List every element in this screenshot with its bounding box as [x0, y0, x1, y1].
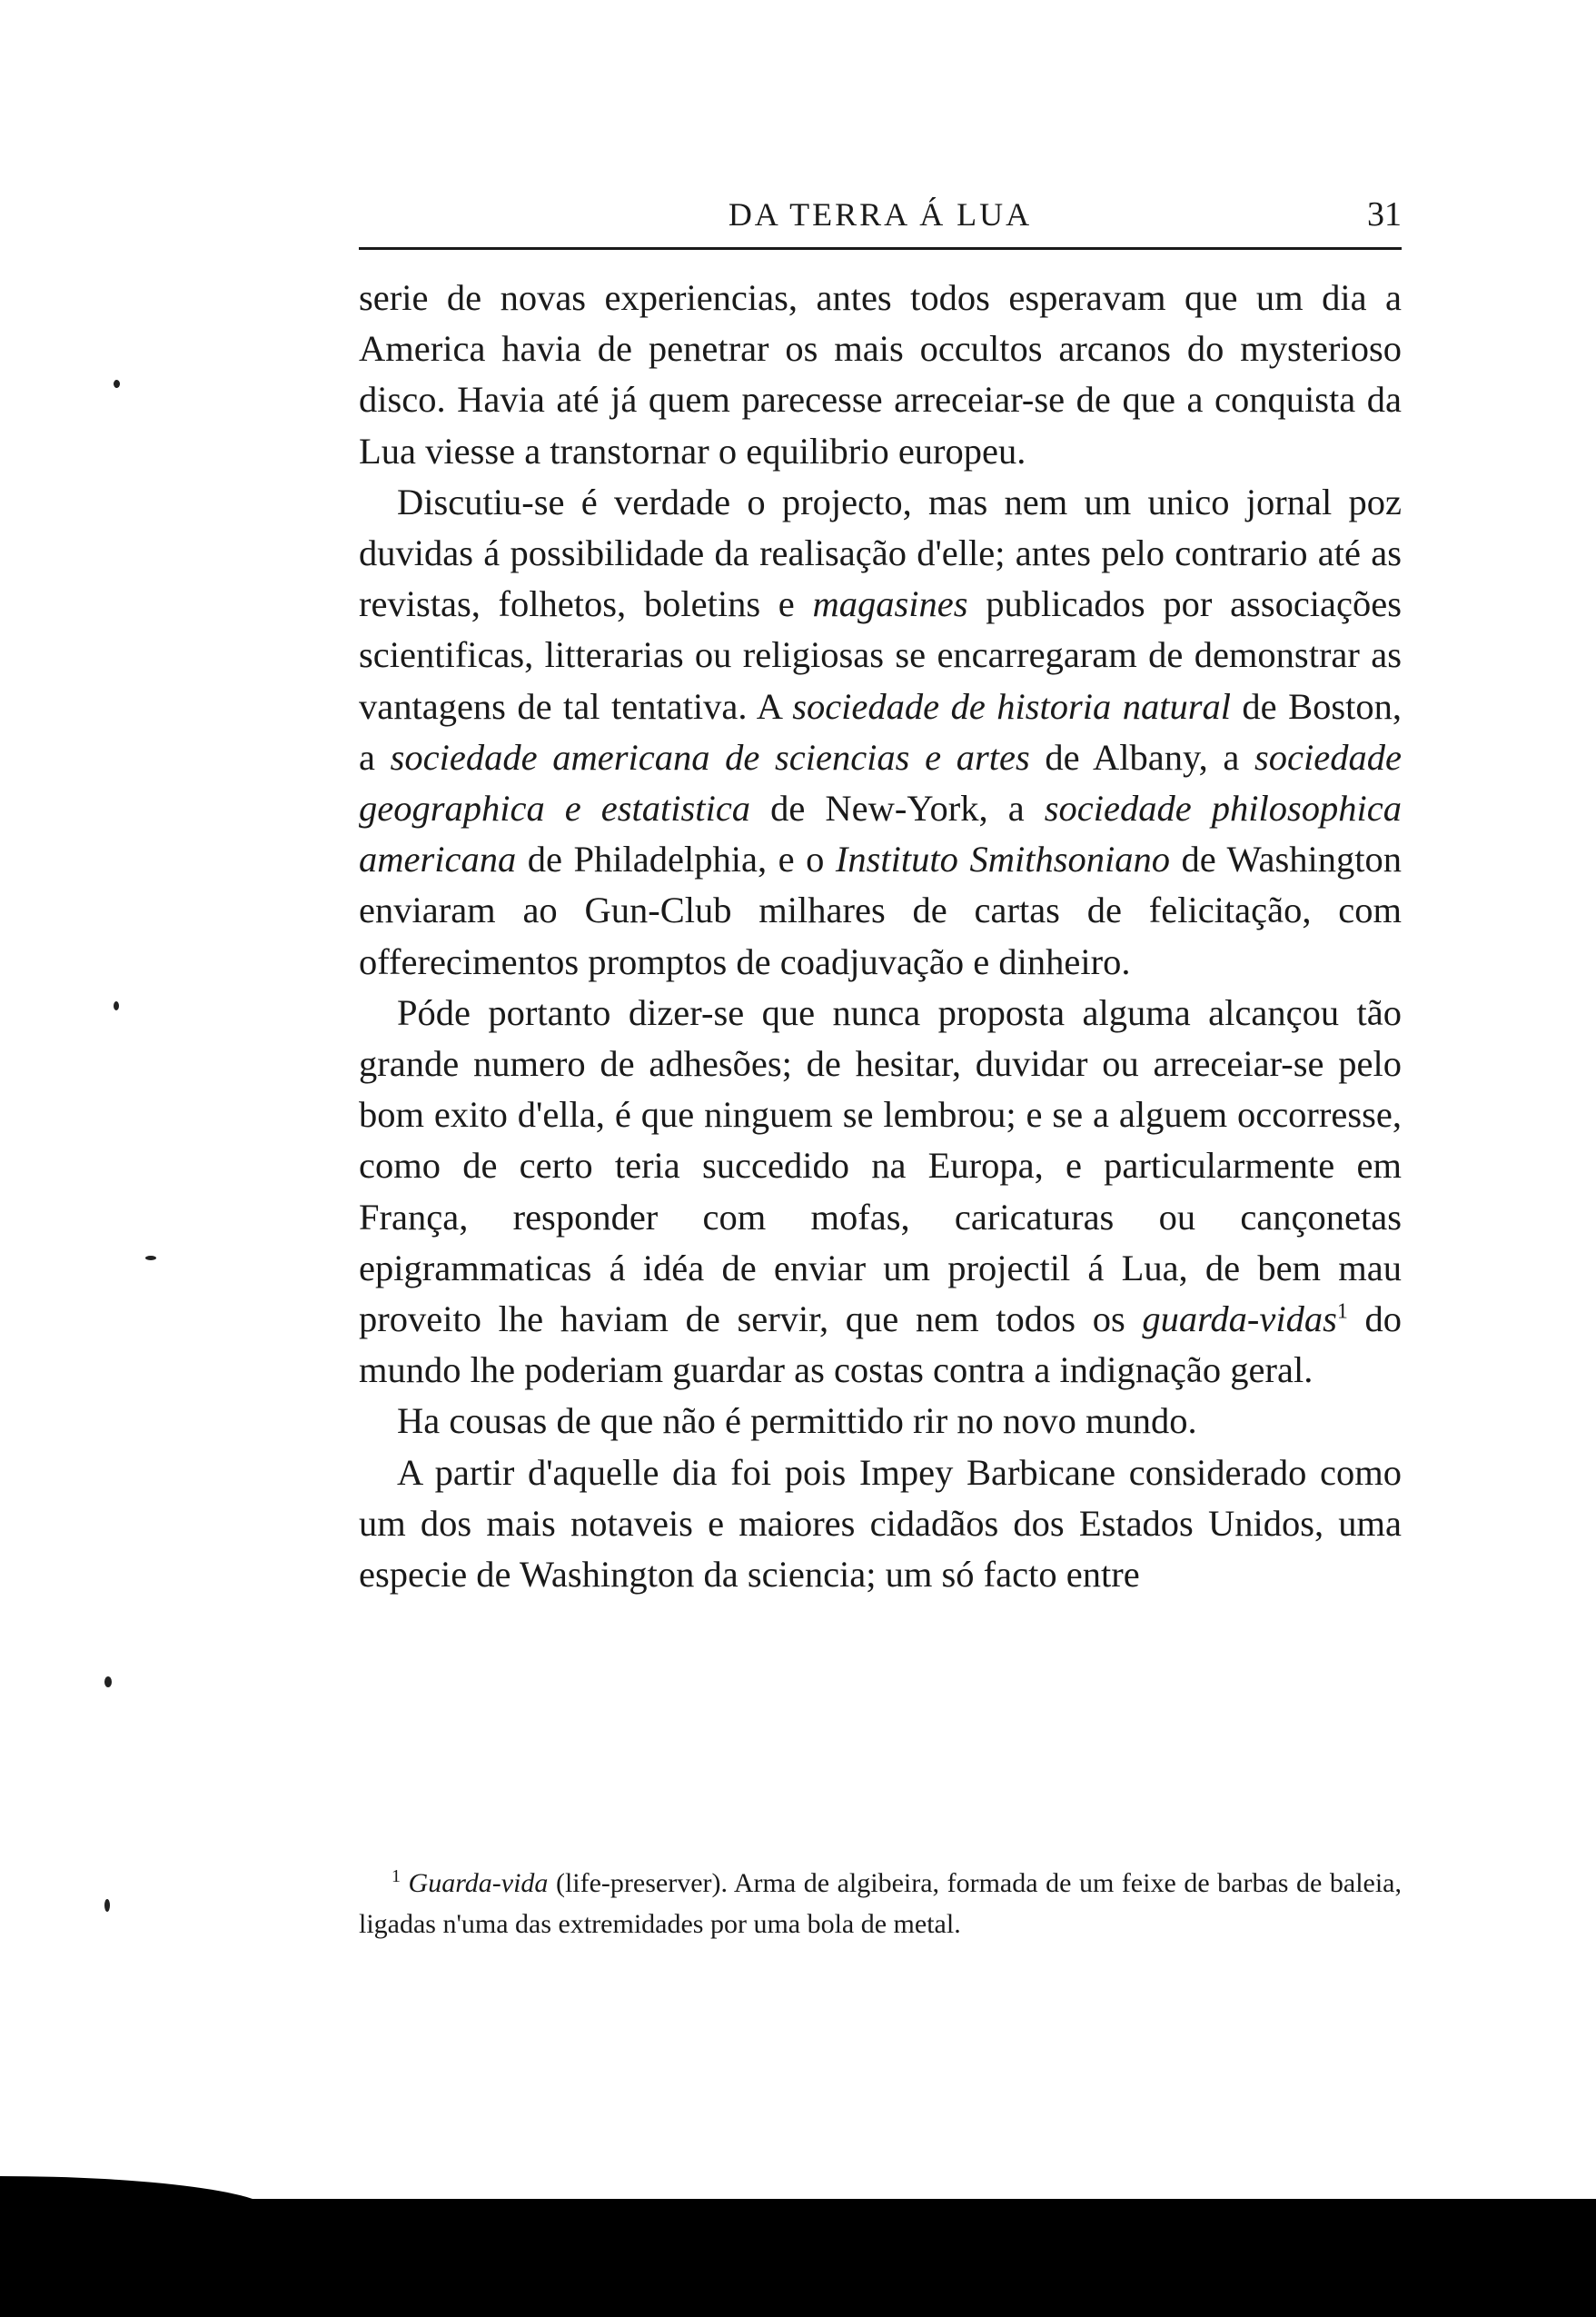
scan-speck: [104, 1676, 112, 1687]
italic-phrase: sociedade geographica e estatistica: [359, 736, 1402, 830]
paragraph: [359, 1447, 1402, 1601]
text-run: Ha cousas de que não é permittido rir no novo mundo.: [397, 1400, 1197, 1442]
italic-phrase: sociedade philosophica americana: [359, 788, 1402, 880]
text-run: de Albany, a: [1029, 736, 1255, 778]
scan-speck: [104, 1899, 110, 1912]
paragraph: [359, 1396, 1402, 1447]
paragraph: [359, 273, 1402, 477]
text-run: de Boston, a: [359, 685, 1402, 778]
page-header: [359, 193, 1402, 236]
text-run: de Philadelphia, e o: [516, 839, 836, 880]
italic-phrase: Instituto Smithsoniano: [835, 839, 1170, 880]
scan-speck: [114, 1001, 119, 1010]
page-number: 31: [1367, 195, 1402, 234]
footnote-text: (life-preserver). Arma de algibeira, formada de um feixe de barbas de baleia, ligadas n'uma das extremidades por uma bola de metal.: [359, 1868, 1402, 1939]
footnote-marker: 1: [392, 1866, 401, 1886]
running-title: DA TERRA Á LUA: [728, 196, 1033, 233]
italic-phrase: sociedade americana de sciencias e artes: [390, 736, 1030, 778]
text-run: Póde portanto dizer-se que nunca proposta alguma alcançou tão grande numero de adhesões; de hesitar, duvidar ou arreceiar-se pelo bom exito d'ella, é que ninguem se lembrou; e se a alguem occorresse, como de certo teria succedido na Europa, e particularmente em França, responder com mofas, caricaturas ou cançonetas epigrammaticas á idéa de enviar um projectil á Lua, de bem mau proveito lhe haviam de servir, que nem todos os: [359, 991, 1402, 1340]
scan-shadow: [0, 2199, 1596, 2317]
body-text: [359, 273, 1402, 1600]
text-run: de Washington enviaram ao Gun-Club milhares de cartas de felicitação, com offerecimentos promptos de coadjuvação e dinheiro.: [359, 839, 1402, 982]
text-run: A partir d'aquelle dia foi pois Impey Barbicane considerado como um dos mais notaveis e maiores cidadãos dos Estados Unidos, uma especie de Washington da sciencia; um só facto entre: [359, 1451, 1402, 1596]
text-run: Discutiu-se é verdade o projecto, mas nem um unico jornal poz duvidas á possibilidade da realisação d'elle; antes pelo contrario até as revistas, folhetos, boletins e: [359, 481, 1402, 625]
text-run: serie de novas experiencias, antes todos esperavam que um dia a America havia de penetrar os mais occultos arcanos do mysterioso disco. Havia até já quem parecesse arreceiar-se de que a conquista da Lua viesse a transtornar o equilibrio europeu.: [359, 277, 1402, 472]
header-rule: [359, 247, 1402, 250]
paragraph: [359, 988, 1402, 1397]
scan-speck: [145, 1256, 156, 1260]
scan-speck: [114, 380, 120, 388]
italic-phrase: magasines: [812, 583, 968, 625]
italic-phrase: sociedade de historia natural: [792, 685, 1231, 727]
text-run: do mundo lhe poderiam guardar as costas contra a indignação geral.: [359, 1298, 1403, 1391]
text-run: publicados por associações scientificas, litterarias ou religiosas se encarregaram de demonstrar as vantagens de tal tentativa. A: [359, 583, 1402, 727]
paragraph: [359, 477, 1402, 988]
text-run: de New-York, a: [750, 788, 1045, 830]
italic-phrase: guarda-vidas: [1142, 1298, 1337, 1340]
footnote: [359, 1863, 1402, 1944]
footnote-reference: 1: [1336, 1299, 1348, 1324]
footnote-term: Guarda-vida: [408, 1868, 549, 1898]
